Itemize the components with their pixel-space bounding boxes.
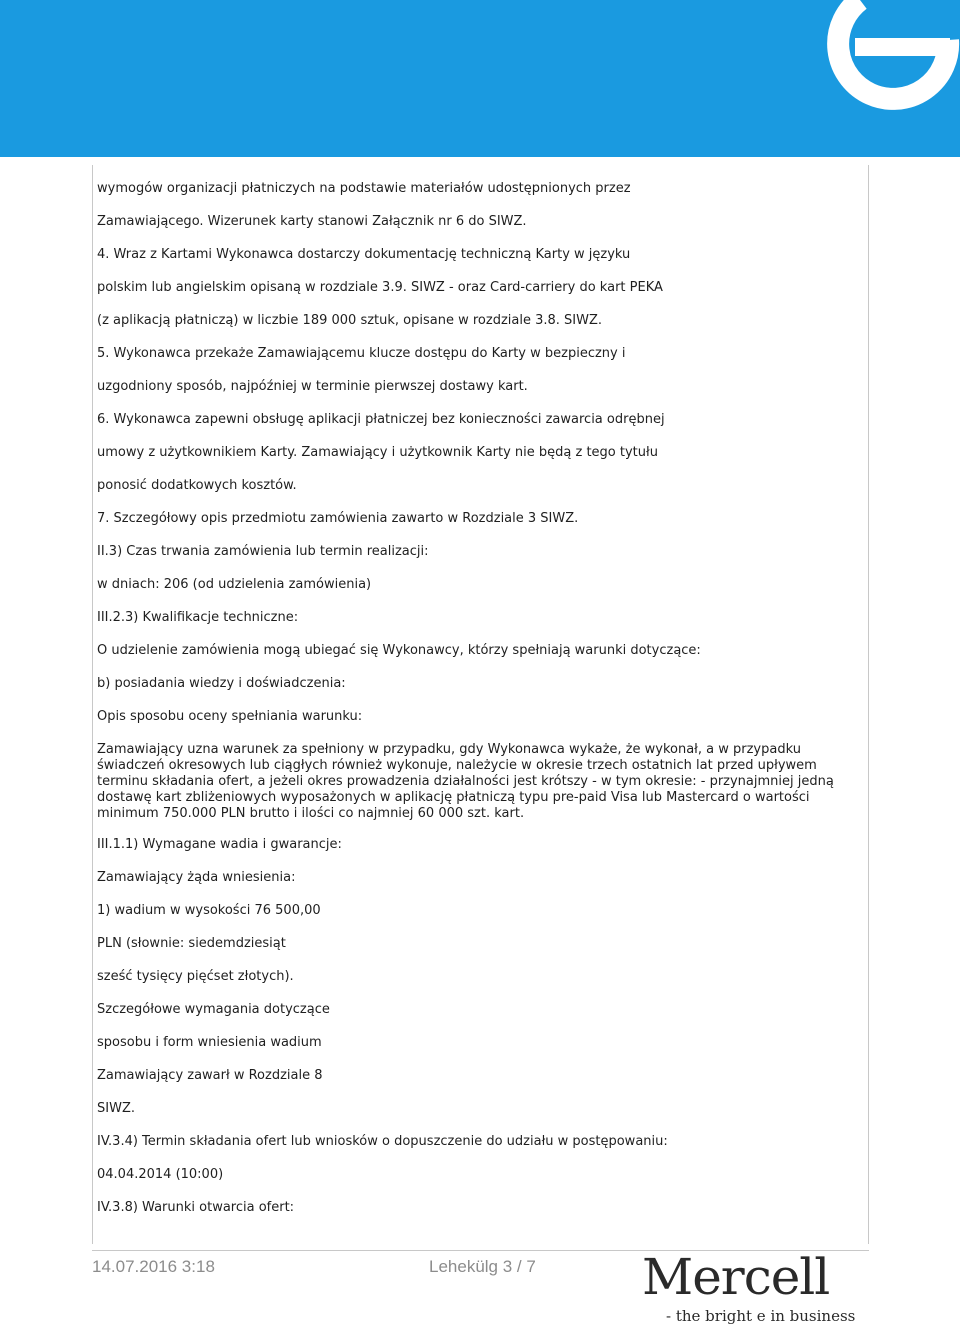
text-line: 4. Wraz z Kartami Wykonawca dostarczy dokumentację techniczną Karty w języku (97, 247, 631, 262)
section-heading: II.3) Czas trwania zamówienia lub termin realizacji: (97, 544, 429, 559)
text-line: PLN (słownie: siedemdziesiąt (97, 936, 286, 951)
text-line: polskim lub angielskim opisaną w rozdziale 3.9. SIWZ - oraz Card-carriery do kart PEKA (97, 280, 663, 295)
frame-left (92, 165, 93, 1244)
text-line: (z aplikacją płatniczą) w liczbie 189 000 sztuk, opisane w rozdziale 3.8. SIWZ. (97, 313, 603, 328)
section-heading: III.1.1) Wymagane wadia i gwarancje: (97, 837, 342, 852)
text-line: wymogów organizacji płatniczych na podstawie materiałów udostępnionych przez (97, 181, 631, 196)
text-line: sposobu i form wniesienia wadium (97, 1035, 322, 1050)
text-line: 1) wadium w wysokości 76 500,00 (97, 903, 321, 918)
text-line: O udzielenie zamówienia mogą ubiegać się Wykonawcy, którzy spełniają warunki dotyczące: (97, 643, 701, 658)
text-line: 7. Szczegółowy opis przedmiotu zamówienia zawarto w Rozdziale 3 SIWZ. (97, 511, 579, 526)
text-line: 6. Wykonawca zapewni obsługę aplikacji płatniczej bez konieczności zawarcia odrębnej (97, 412, 665, 427)
logo-wordmark: Mercell (642, 1248, 830, 1306)
logo-tagline: - the bright e in business (666, 1307, 856, 1325)
text-line: uzgodniony sposób, najpóźniej w terminie pierwszej dostawy kart. (97, 379, 528, 394)
text-line: 04.04.2014 (10:00) (97, 1167, 224, 1182)
text-line: Opis sposobu oceny spełniania warunku: (97, 709, 363, 724)
footer-page-number: Lehekülg 3 / 7 (429, 1257, 536, 1276)
footer-date: 14.07.2016 3:18 (92, 1257, 215, 1276)
frame-right (868, 165, 869, 1244)
condition-paragraph: Zamawiający uzna warunek za spełniony w przypadku, gdy Wykonawca wykaże, że wykonał, a w przypadku świadczeń okresowych lub ciągłych również wykonuje, należycie w okresie trzech ostatnich lat przed upływem terminu składania ofert, a jeżeli okres prowadzenia działalności jest krótszy - w tym okresie: - przynajmniej jedną dostawę kart zbliżeniowych wyposażonych w aplikację płatniczą typu pre-paid Visa lub Mastercard o wartości minimum 750.000 PLN brutto i ilości co najmniej 60 000 szt. kart. (97, 742, 834, 821)
mercell-logo (642, 1248, 867, 1328)
text-line: Zamawiający żąda wniesienia: (97, 870, 296, 885)
text-line: umowy z użytkownikiem Karty. Zamawiający i użytkownik Karty nie będą z tego tytułu (97, 445, 658, 460)
text-line: w dniach: 206 (od udzielenia zamówienia) (97, 577, 372, 592)
text-line: SIWZ. (97, 1101, 135, 1116)
marcell-e-icon (0, 0, 960, 157)
text-line: Zamawiający zawarł w Rozdziale 8 (97, 1068, 323, 1083)
text-line: sześć tysięcy pięćset złotych). (97, 969, 294, 984)
header-band (0, 0, 960, 157)
text-line: Szczegółowe wymagania dotyczące (97, 1002, 330, 1017)
section-heading: IV.3.4) Termin składania ofert lub wniosków o dopuszczenie do udziału w postępowaniu: (97, 1134, 668, 1149)
text-line: 5. Wykonawca przekaże Zamawiającemu klucze dostępu do Karty w bezpieczny i (97, 346, 626, 361)
text-line: ponosić dodatkowych kosztów. (97, 478, 297, 493)
text-line: b) posiadania wiedzy i doświadczenia: (97, 676, 346, 691)
section-heading: III.2.3) Kwalifikacje techniczne: (97, 610, 299, 625)
text-line: Zamawiającego. Wizerunek karty stanowi Załącznik nr 6 do SIWZ. (97, 214, 527, 229)
section-heading: IV.3.8) Warunki otwarcia ofert: (97, 1200, 295, 1215)
